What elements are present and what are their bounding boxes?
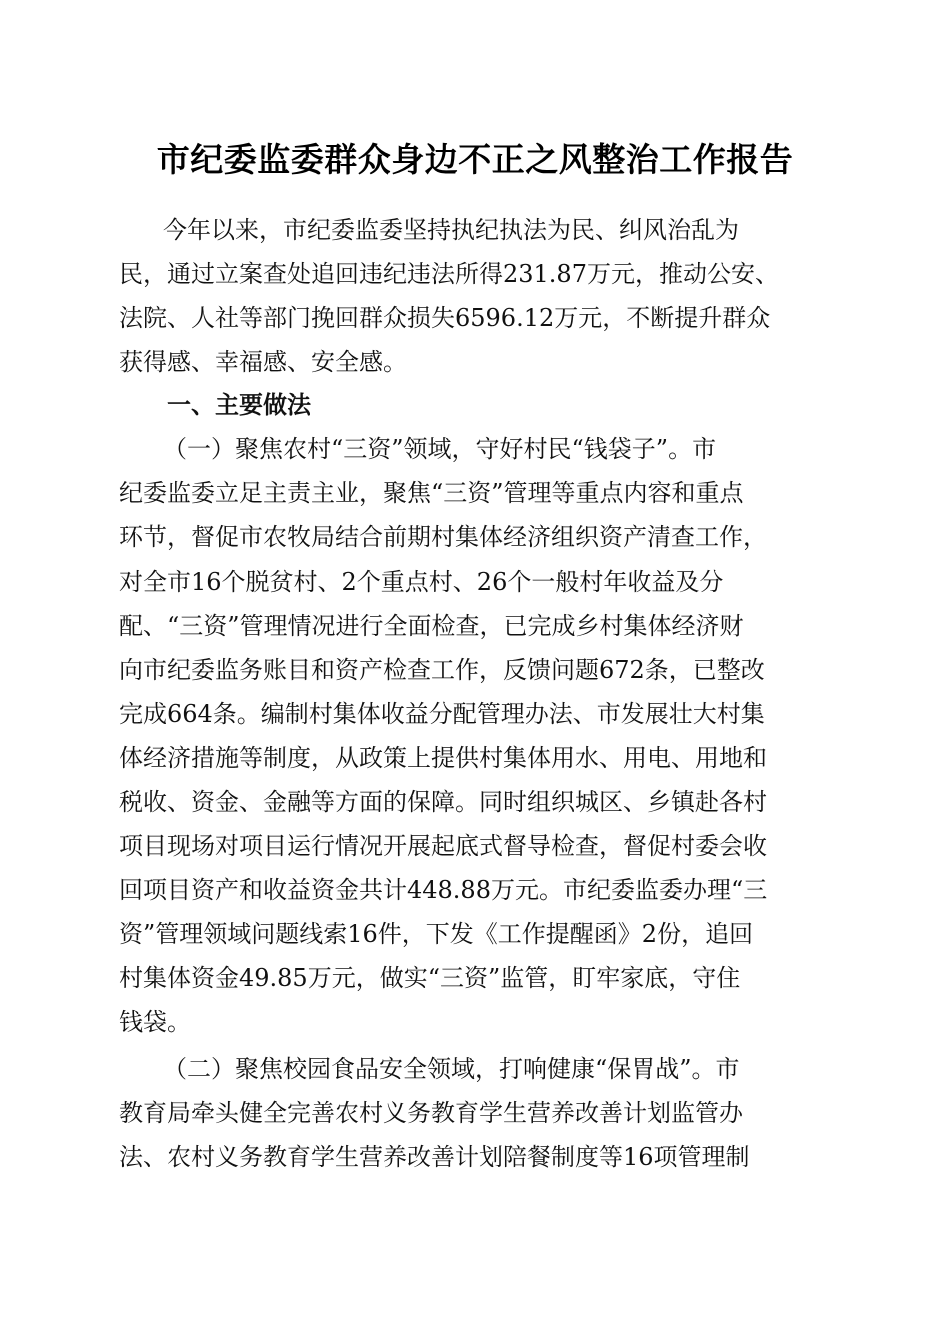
paragraph-line: 教育局牵头健全完善农村义务教育学生营养改善计划监管办 — [119, 1099, 743, 1127]
paragraph-line: 法院、人社等部门挽回群众损失6596.12万元，不断提升群众 — [119, 304, 771, 332]
paragraph-line: 对全市16个脱贫村、2个重点村、26个一般村年收益及分 — [119, 568, 724, 596]
paragraph-line: 钱袋。 — [119, 1008, 191, 1036]
paragraph-line: 资”管理领域问题线索16件，下发《工作提醒函》2份，追回 — [119, 920, 754, 948]
paragraph-line: 村集体资金49.85万元，做实“三资”监管，盯牢家底，守住 — [119, 964, 741, 992]
paragraph-line: （二）聚焦校园食品安全领域，打响健康“保胃战”。市 — [163, 1055, 740, 1083]
paragraph-line: 法、农村义务教育学生营养改善计划陪餐制度等16项管理制 — [119, 1143, 750, 1171]
paragraph-line: 配、“三资”管理情况进行全面检查，已完成乡村集体经济财 — [119, 612, 744, 640]
document-title: 市纪委监委群众身边不正之风整治工作报告 — [156, 140, 794, 179]
paragraph-line: 回项目资产和收益资金共计448.88万元。市纪委监委办理“三 — [119, 876, 768, 904]
paragraph-line: 获得感、幸福感、安全感。 — [119, 348, 407, 376]
paragraph-line: 向市纪委监务账目和资产检查工作，反馈问题672条，已整改 — [119, 656, 765, 684]
paragraph-line: 环节，督促市农牧局结合前期村集体经济组织资产清查工作， — [119, 523, 767, 551]
paragraph-line: 税收、资金、金融等方面的保障。同时组织城区、乡镇赴各村 — [119, 788, 767, 816]
paragraph-line: （一）聚焦农村“三资”领域，守好村民“钱袋子”。市 — [163, 435, 717, 463]
paragraph-line: 纪委监委立足主责主业，聚焦“三资”管理等重点内容和重点 — [119, 479, 744, 507]
paragraph-line: 体经济措施等制度，从政策上提供村集体用水、用电、用地和 — [119, 744, 767, 772]
paragraph-line: 民，通过立案查处追回违纪违法所得231.87万元，推动公安、 — [119, 260, 779, 288]
paragraph-line: 项目现场对项目运行情况开展起底式督导检查，督促村委会收 — [119, 832, 767, 860]
paragraph-line: 今年以来，市纪委监委坚持执纪执法为民、纠风治乱为 — [163, 216, 739, 244]
section-heading: 一、主要做法 — [167, 391, 311, 419]
paragraph-line: 完成664条。编制村集体收益分配管理办法、市发展壮大村集 — [119, 700, 765, 728]
